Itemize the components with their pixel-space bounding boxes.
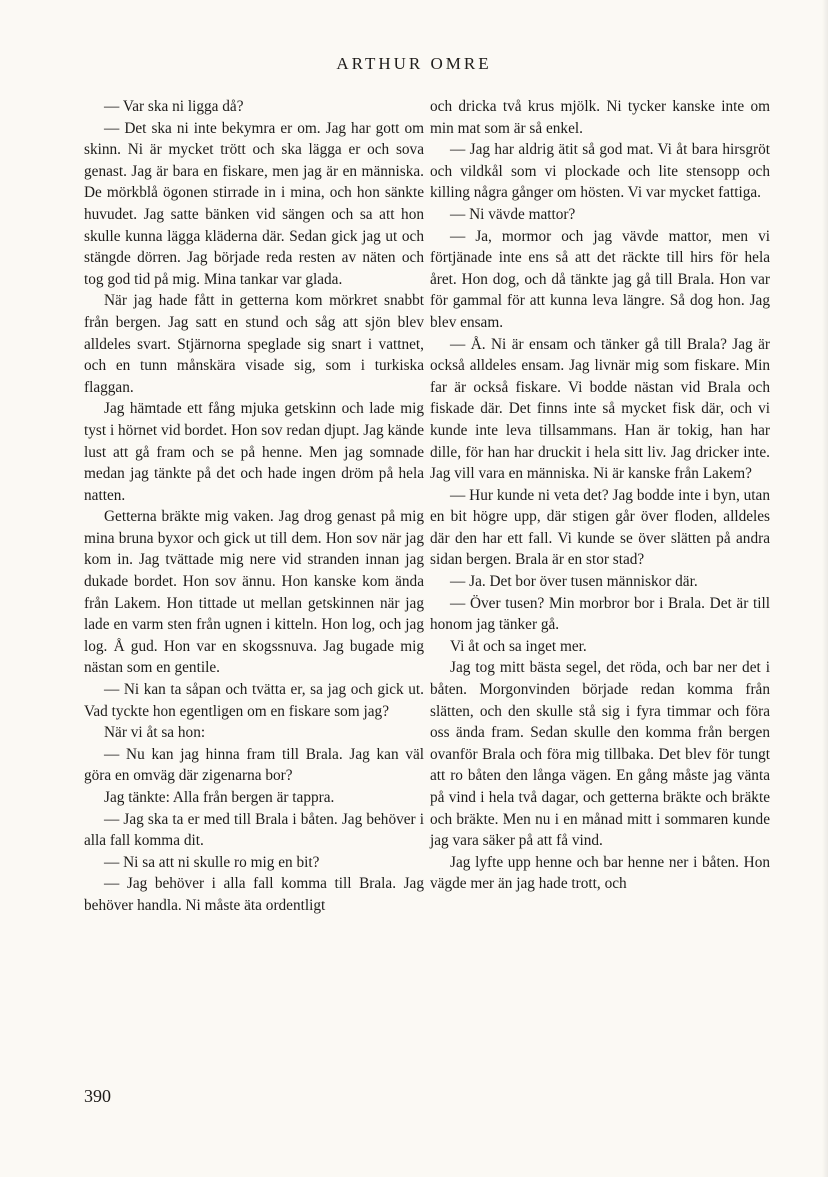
paragraph: Jag lyfte upp henne och bar henne ner i båten. Hon vägde mer än jag hade trott, och — [430, 853, 770, 893]
paragraph: — Ni kan ta såpan och tvätta er, sa jag och gick ut. Vad tyckte hon egentligen om en fiskare som jag? — [84, 681, 424, 720]
paragraph: — Ni sa att ni skulle ro mig en bit? — [104, 853, 320, 871]
paragraph: Vi åt och sa inget mer. — [450, 637, 587, 655]
paragraph: När vi åt sa hon: — [104, 724, 206, 742]
left-text-column — [84, 96, 424, 917]
paragraph: Jag tog mitt bästa segel, det röda, och bar ner det i båten. Morgonvinden började redan komma från slätten, och den skulle stå sig i fyra timmar och föra oss ända fram. Sedan skulle den komma från bergen ovanför Brala och föra mig tillbaka. Det blev för tungt att ro båten den långa vägen. En gång måste jag vänta på vind i hela två dagar, och getterna bräkte och bräkte och bräkte. Men nu i en månad mitt i sommaren kunde jag vara säker på att få vind. — [430, 659, 770, 850]
paragraph: — Hur kunde ni veta det? Jag bodde inte i byn, utan en bit högre upp, där stigen går över floden, alldeles där den har ett fall. Vi kunde se över slätten på andra sidan bergen. Brala är en stor stad? — [430, 486, 770, 569]
paragraph: och dricka två krus mjölk. Ni tycker kanske inte om min mat som är så enkel. — [430, 98, 770, 137]
paragraph: Getterna bräkte mig vaken. Jag drog genast på mig mina bruna byxor och gick ut till dem. Hon sov när jag kom in. Jag tvättade mig nere vid stranden innan jag dukade bordet. Hon sov ännu. Hon kanske kom ända från Lakem. Hon tittade ut mellan getskinnen när jag lade en varm sten från ugnen i kitteln. Hon log, och jag log. Å gud. Hon var en skogssnuva. Jag bugade mig nästan som en gentile. — [84, 508, 424, 677]
paragraph: — Å. Ni är ensam och tänker gå till Brala? Jag är också alldeles ensam. Jag livnär mig som fiskare. Min far är också fiskare. Vi bodde nästan vid Brala och fiskade där. Det finns inte så mycket fisk där, och vi kunde inte leva tillsammans. Han är tokig, han har dille, för han har druckit i hela sitt liv. Jag dricker inte. Jag vill vara en människa. Ni är kanske från Lakem? — [430, 335, 770, 483]
paragraph: — Ni vävde mattor? — [450, 205, 576, 223]
page-edge — [822, 0, 828, 1177]
paragraph: — Nu kan jag hinna fram till Brala. Jag kan väl göra en omväg där zigenarna bor? — [84, 745, 424, 785]
paragraph: — Var ska ni ligga då? — [104, 98, 244, 115]
running-head: ARTHUR OMRE — [336, 54, 492, 73]
paragraph: — Jag har aldrig ätit så god mat. Vi åt bara hirsgröt och vildkål som vi plockade och lite stensopp och killing några gånger om hösten. Vi var mycket fattiga. — [430, 141, 770, 202]
paragraph: Jag tänkte: Alla från bergen är tappra. — [104, 789, 335, 806]
paragraph: — Över tusen? Min morbror bor i Brala. Det är till honom jag tänker gå. — [430, 594, 770, 634]
paragraph: — Jag ska ta er med till Brala i båten. Jag behöver i alla fall komma dit. — [84, 810, 424, 850]
paragraph: När jag hade fått in getterna kom mörkret snabbt från bergen. Jag satt en stund och såg att sjön blev alldeles svart. Stjärnorna speglade sig snart i vattnet, och en tunn månskära visade sig, som i turkiska flaggan. — [84, 292, 424, 396]
page-number: 390 — [84, 1086, 111, 1106]
paragraph: — Ja, mormor och jag vävde mattor, men vi förtjänade inte ens så att det räckte till hirs för hela året. Hon dog, och då tänkte jag gå till Brala. Hon var för gammal för att kunna leva längre. Så dog hon. Jag blev ensam. — [430, 227, 770, 331]
paragraph: — Det ska ni inte bekymra er om. Jag har gott om skinn. Ni är mycket trött och ska lägga er och sova genast. Jag är bara en fiskare, men jag är en människa. De mörkblå ögonen stirrade in i mina, och hon sänkte huvudet. Jag satte bänken vid sängen och sa att hon skulle kunna lägga kläderna där. Sedan gick jag ut och stängde dörren. Jag började reda resten av näten och tog god tid på mig. Mina tankar var glada. — [84, 119, 424, 288]
paragraph: — Ja. Det bor över tusen människor där. — [450, 573, 698, 591]
right-text-column — [430, 96, 770, 895]
paragraph: — Jag behöver i alla fall komma till Brala. Jag behöver handla. Ni måste äta ordentligt — [84, 875, 424, 914]
paragraph: Jag hämtade ett fång mjuka getskinn och lade mig tyst i hörnet vid bordet. Hon sov redan djupt. Jag kände lust att gå fram och se på henne. Men jag somnade medan jag tänkte på det och hade ingen dröm på hela natten. — [84, 400, 424, 504]
